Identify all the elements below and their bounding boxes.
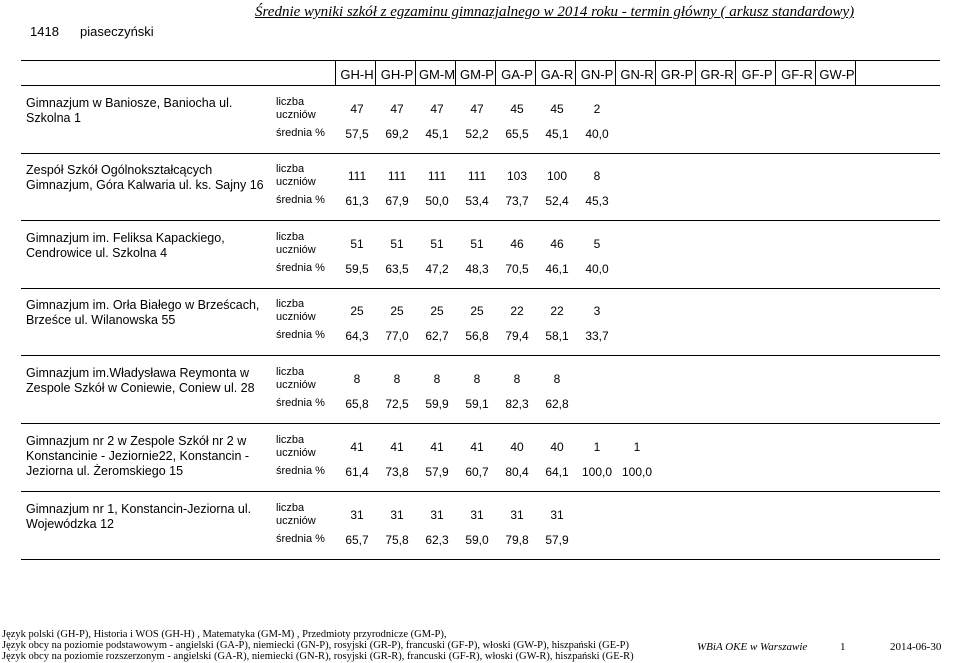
count-cell: 100 [546,169,568,183]
count-cell: 111 [387,169,407,183]
avg-cell: 45,3 [585,194,609,208]
column-header: GM-P [460,67,494,82]
column-divider [455,61,456,85]
avg-cell: 59,0 [465,533,489,547]
count-cell: 111 [427,169,447,183]
footer-legend-line-3: Język obcy na poziomie rozszerzonym - angielski (GA-R), niemiecki (GN-R), rosyjski (GR-R), francuski (GF-R), włoski (GW-R), hiszpański (GE-R) [2,651,634,662]
count-cell: 8 [513,372,521,386]
footer-legend-line-2: Język obcy na poziomie podstawowym - angielski (GA-P), niemiecki (GN-P), rosyjski (GR-P), francuski (GF-P), włoski (GW-P), hiszpański (GE-P) [2,640,629,651]
count-cell: 46 [550,237,564,251]
avg-cell: 57,9 [425,465,449,479]
avg-cell: 60,7 [465,465,489,479]
column-header: GN-P [580,67,614,82]
count-cell: 25 [390,304,404,318]
school-name: Gimnazjum nr 2 w Zespole Szkół nr 2 w Konstancinie - Jeziornie22, Konstancin - Jeziorna ul. Żeromskiego 15 [26,434,250,478]
count-cell: 45 [510,102,524,116]
count-cell: 41 [470,440,484,454]
count-cell: 31 [350,508,364,522]
count-cell: 47 [350,102,364,116]
column-header: GH-H [340,67,374,82]
avg-cell: 61,3 [345,194,369,208]
page-title: Średnie wyniki szkół z egzaminu gimnazjalnego w 2014 roku - termin główny ( arkusz standardowy) [255,4,855,20]
column-divider [615,61,616,85]
avg-cell: 52,4 [545,194,569,208]
avg-cell: 73,8 [385,465,409,479]
row-separator [21,559,940,560]
school-name: Gimnazjum w Baniosze, Baniocha ul. Szkolna 1 [26,96,233,125]
avg-cell: 65,7 [345,533,369,547]
avg-label: średnia % [276,397,325,409]
footer-legend-line-1: Język polski (GH-P), Historia i WOS (GH-H) , Matematyka (GM-M) , Przedmioty przyrodnicze (GM-P), [2,629,447,640]
district-name: piaseczyński [80,24,154,39]
count-cell: 41 [390,440,404,454]
avg-label: średnia % [276,465,325,477]
avg-cell: 63,5 [385,262,409,276]
avg-cell: 57,9 [545,533,569,547]
column-divider [335,61,336,85]
avg-cell: 79,8 [505,533,529,547]
count-cell: 51 [430,237,444,251]
school-name: Gimnazjum im. Orła Białego w Brześcach, Brześce ul. Wilanowska 55 [26,298,260,327]
footer-publisher: WBiA OKE w Warszawie [697,641,808,653]
count-cell: 41 [350,440,364,454]
column-header: GF-P [741,67,773,82]
count-cell: 40 [510,440,524,454]
avg-cell: 40,0 [585,262,609,276]
row-separator [21,355,940,356]
count-cell: 1 [633,440,641,454]
column-divider [735,61,736,85]
avg-label: średnia % [276,262,325,274]
count-cell: 25 [470,304,484,318]
count-cell: 103 [506,169,528,183]
count-cell: 31 [550,508,564,522]
avg-cell: 33,7 [585,329,609,343]
count-cell: 51 [470,237,484,251]
count-cell: 51 [350,237,364,251]
school-name: Gimnazjum im. Feliksa Kapackiego, Cendrowice ul. Szkolna 4 [26,231,225,260]
column-header: GM-M [418,67,456,82]
count-label: liczba uczniów [276,231,316,256]
count-label: liczba uczniów [276,96,316,121]
avg-cell: 59,5 [345,262,369,276]
column-divider [655,61,656,85]
column-divider [575,61,576,85]
column-divider [775,61,776,85]
avg-cell: 61,4 [345,465,369,479]
column-header: GR-R [700,67,734,82]
header-top-rule [21,60,940,61]
row-separator [21,491,940,492]
avg-cell: 79,4 [505,329,529,343]
avg-cell: 80,4 [505,465,529,479]
avg-cell: 57,5 [345,127,369,141]
count-cell: 45 [550,102,564,116]
column-header: GN-R [620,67,654,82]
avg-cell: 77,0 [385,329,409,343]
avg-cell: 48,3 [465,262,489,276]
count-cell: 51 [390,237,404,251]
count-label: liczba uczniów [276,298,316,323]
school-name: Zespół Szkół Ogólnokształcących Gimnazjum, Góra Kalwaria ul. ks. Sajny 16 [26,163,264,192]
avg-cell: 69,2 [385,127,409,141]
row-separator [21,153,940,154]
avg-cell: 40,0 [585,127,609,141]
avg-cell: 70,5 [505,262,529,276]
count-cell: 3 [593,304,601,318]
count-cell: 47 [390,102,404,116]
count-cell: 8 [353,372,361,386]
count-cell: 8 [473,372,481,386]
column-divider [855,61,856,85]
column-divider [815,61,816,85]
row-separator [21,288,940,289]
avg-cell: 100,0 [581,465,613,479]
count-cell: 40 [550,440,564,454]
avg-cell: 59,1 [465,397,489,411]
avg-cell: 47,2 [425,262,449,276]
column-divider [535,61,536,85]
count-cell: 31 [470,508,484,522]
row-separator [21,220,940,221]
count-cell: 111 [347,169,367,183]
header-bottom-rule [21,85,940,86]
column-header: GR-P [660,67,694,82]
avg-label: średnia % [276,194,325,206]
column-divider [375,61,376,85]
count-label: liczba uczniów [276,502,316,527]
column-header: GF-R [781,67,813,82]
avg-cell: 52,2 [465,127,489,141]
avg-cell: 65,8 [345,397,369,411]
avg-cell: 59,9 [425,397,449,411]
count-label: liczba uczniów [276,434,316,459]
footer-page-number: 1 [840,641,846,653]
avg-cell: 67,9 [385,194,409,208]
count-cell: 8 [553,372,561,386]
avg-cell: 45,1 [425,127,449,141]
avg-cell: 50,0 [425,194,449,208]
avg-cell: 62,3 [425,533,449,547]
avg-label: średnia % [276,533,325,545]
avg-cell: 82,3 [505,397,529,411]
avg-cell: 46,1 [545,262,569,276]
avg-cell: 75,8 [385,533,409,547]
avg-cell: 58,1 [545,329,569,343]
avg-cell: 45,1 [545,127,569,141]
avg-cell: 64,1 [545,465,569,479]
column-divider [415,61,416,85]
avg-cell: 72,5 [385,397,409,411]
district-code: 1418 [30,24,59,39]
avg-cell: 56,8 [465,329,489,343]
count-cell: 31 [390,508,404,522]
column-header: GW-P [819,67,855,82]
avg-cell: 100,0 [621,465,653,479]
count-cell: 8 [593,169,601,183]
count-cell: 5 [593,237,601,251]
avg-cell: 62,7 [425,329,449,343]
count-cell: 31 [510,508,524,522]
count-cell: 2 [593,102,601,116]
column-divider [495,61,496,85]
count-cell: 41 [430,440,444,454]
avg-cell: 65,5 [505,127,529,141]
count-cell: 25 [430,304,444,318]
avg-cell: 62,8 [545,397,569,411]
count-cell: 47 [470,102,484,116]
count-cell: 22 [550,304,564,318]
count-cell: 46 [510,237,524,251]
footer-date: 2014-06-30 [890,641,942,653]
count-label: liczba uczniów [276,163,316,188]
column-header: GA-R [540,67,574,82]
column-divider [695,61,696,85]
avg-label: średnia % [276,127,325,139]
count-cell: 1 [593,440,601,454]
count-cell: 8 [433,372,441,386]
avg-cell: 73,7 [505,194,529,208]
count-cell: 25 [350,304,364,318]
column-header: GA-P [501,67,533,82]
column-header: GH-P [380,67,414,82]
school-name: Gimnazjum nr 1, Konstancin-Jeziorna ul. Wojewódzka 12 [26,502,252,531]
count-cell: 31 [430,508,444,522]
avg-cell: 53,4 [465,194,489,208]
avg-label: średnia % [276,329,325,341]
count-cell: 111 [467,169,487,183]
count-cell: 8 [393,372,401,386]
school-name: Gimnazjum im.Władysława Reymonta w Zespole Szkół w Coniewie, Coniew ul. 28 [26,366,255,395]
count-cell: 47 [430,102,444,116]
count-cell: 22 [510,304,524,318]
row-separator [21,423,940,424]
avg-cell: 64,3 [345,329,369,343]
count-label: liczba uczniów [276,366,316,391]
